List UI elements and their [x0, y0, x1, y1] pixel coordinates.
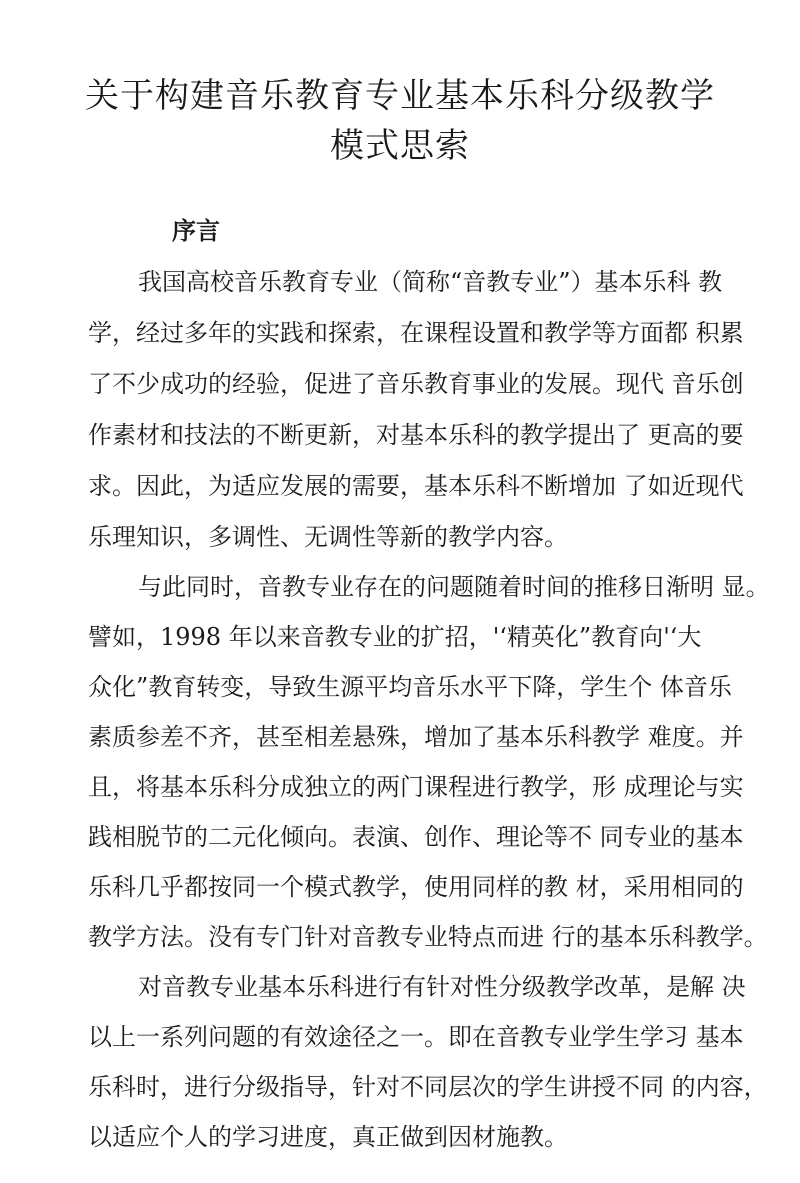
paragraph-1-line-1: 我国高校音乐教育专业（简称“音教专业”）基本乐科 教	[138, 268, 723, 296]
paragraph-2-line-8: 教学方法。没有专门针对音教专业特点而进 行的基本乐科教学。	[88, 923, 768, 951]
paragraph-1-line-2: 学，经过多年的实践和探索，在课程设置和教学等方面都 积累	[88, 319, 744, 347]
paragraph-2-line-3: 众化”教育转变，导致生源平均音乐水平下降，学生个 体音乐	[88, 673, 732, 701]
section-heading: 序言	[172, 216, 220, 245]
document-title-line-1: 关于构建音乐教育专业基本乐科分级教学	[85, 76, 715, 116]
paragraph-1-line-3: 了不少成功的经验，促进了音乐教育事业的发展。现代 音乐创	[88, 370, 744, 398]
document-title-line-2: 模式思索	[330, 126, 470, 166]
paragraph-1-line-4: 作素材和技法的不断更新，对基本乐科的教学提出了 更高的要	[88, 421, 744, 449]
paragraph-2-line-6: 践相脱节的二元化倾向。表演、创作、理论等不 同专业的基本	[88, 823, 744, 851]
paragraph-3-line-4: 以适应个人的学习进度，真正做到因材施教。	[88, 1123, 568, 1151]
paragraph-2-line-2: 譬如，1998 年以来音教专业的扩招，'‘精英化”教育向'‘大	[88, 623, 702, 651]
paragraph-2-line-1: 与此同时，音教专业存在的问题随着时间的推移日渐明 显。	[138, 573, 770, 601]
paragraph-2-line-5: 且，将基本乐科分成独立的两门课程进行教学，形 成理论与实	[88, 773, 744, 801]
paragraph-3-line-1: 对音教专业基本乐科进行有针对性分级教学改革，是解 决	[138, 973, 746, 1001]
paragraph-3-line-2: 以上一系列问题的有效途径之一。即在音教专业学生学习 基本	[88, 1023, 744, 1051]
paragraph-3-line-3: 乐科时，进行分级指导，针对不同层次的学生讲授不同 的内容，	[88, 1073, 768, 1101]
paragraph-1-line-6: 乐理知识，多调性、无调性等新的教学内容。	[88, 523, 568, 551]
paragraph-1-line-5: 求。因此，为适应发展的需要，基本乐科不断增加 了如近现代	[88, 472, 744, 500]
paragraph-2-line-4: 素质参差不齐，甚至相差悬殊，增加了基本乐科教学 难度。并	[88, 723, 744, 751]
paragraph-2-line-7: 乐科几乎都按同一个模式教学，使用同样的教 材，采用相同的	[88, 873, 744, 901]
